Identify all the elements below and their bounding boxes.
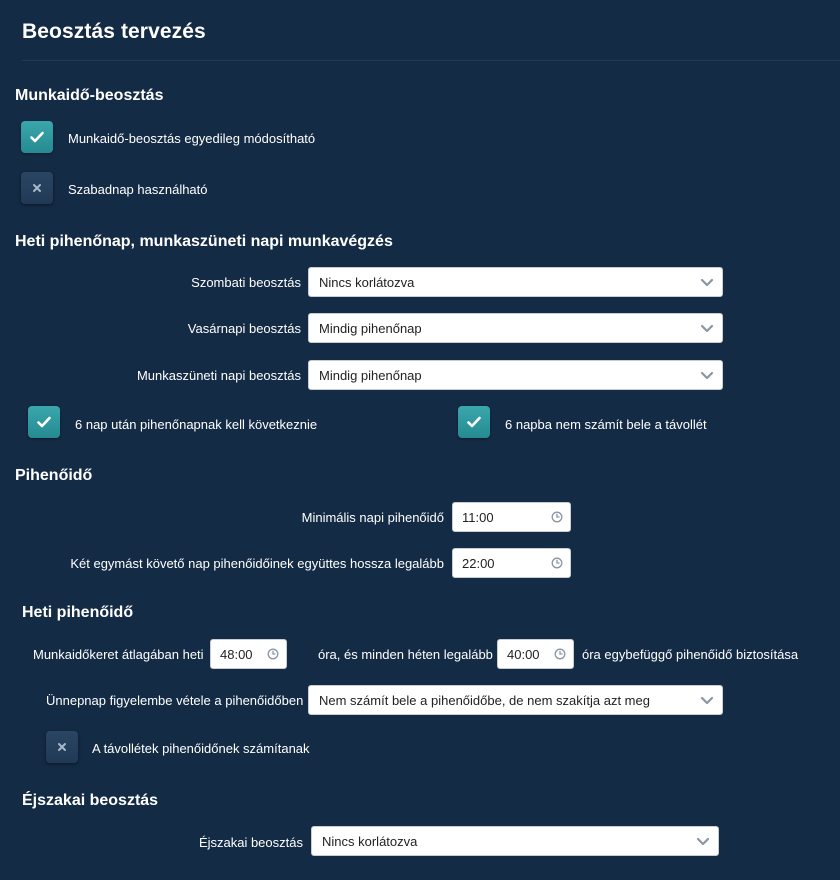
check-icon bbox=[467, 416, 481, 428]
holiday-schedule-select[interactable] bbox=[308, 360, 723, 390]
sunday-schedule-value: Mindig pihenőnap bbox=[319, 320, 422, 336]
after-six-days-label: 6 nap után pihenőnapnak kell következnie bbox=[75, 417, 318, 432]
clock-icon bbox=[551, 511, 563, 523]
holiday-schedule-label: Munkaszüneti napi beosztás bbox=[136, 368, 301, 383]
chevron-down-icon bbox=[700, 324, 714, 333]
weekly-average-label: Munkaidőkeret átlagában heti bbox=[33, 647, 204, 662]
absence-not-counted-label: 6 napba nem számít bele a távollét bbox=[505, 417, 707, 432]
weekly-middle-label: óra, és minden héten legalább bbox=[318, 647, 493, 662]
chevron-down-icon bbox=[696, 837, 710, 846]
weekly-min-input[interactable] bbox=[497, 639, 574, 669]
absences-count-checkbox[interactable] bbox=[46, 731, 78, 763]
night-schedule-value: Nincs korlátozva bbox=[322, 833, 418, 849]
saturday-schedule-select[interactable] bbox=[308, 267, 723, 297]
two-days-rest-input[interactable] bbox=[452, 548, 571, 578]
weekly-min-value: 40:00 bbox=[507, 646, 540, 662]
sunday-schedule-label: Vasárnapi beosztás bbox=[187, 321, 301, 336]
min-daily-rest-input[interactable] bbox=[452, 502, 571, 532]
holiday-consideration-select[interactable] bbox=[308, 685, 723, 715]
night-schedule-label: Éjszakai beosztás bbox=[198, 835, 303, 850]
page-title: Beosztás tervezés bbox=[22, 20, 206, 43]
chevron-down-icon bbox=[700, 371, 714, 380]
section-title-weekly-rest: Heti pihenőnap, munkaszüneti napi munkavégzés bbox=[15, 233, 393, 250]
weekly-end-label: óra egybefüggő pihenőidő biztosítása bbox=[582, 647, 799, 662]
close-icon bbox=[32, 183, 42, 193]
sunday-schedule-select[interactable] bbox=[308, 313, 723, 343]
section-title-weekly-rest-time: Heti pihenőidő bbox=[22, 604, 134, 621]
day-off-usable-label: Szabadnap használható bbox=[68, 182, 208, 197]
individually-editable-label: Munkaidő-beosztás egyedileg módosítható bbox=[68, 131, 316, 146]
clock-icon bbox=[267, 648, 279, 660]
saturday-schedule-label: Szombati beosztás bbox=[191, 275, 301, 290]
individually-editable-checkbox[interactable] bbox=[21, 121, 53, 153]
title-divider bbox=[22, 60, 840, 61]
after-six-days-checkbox[interactable] bbox=[28, 406, 60, 438]
two-days-rest-value: 22:00 bbox=[462, 555, 495, 571]
min-daily-rest-value: 11:00 bbox=[462, 509, 494, 525]
check-icon bbox=[37, 416, 51, 428]
holiday-consideration-value: Nem számít bele a pihenőidőbe, de nem szakítja azt meg bbox=[319, 692, 650, 708]
chevron-down-icon bbox=[700, 278, 714, 287]
two-days-rest-label: Két egymást követő nap pihenőidőinek együttes hossza legalább bbox=[70, 556, 444, 571]
chevron-down-icon bbox=[700, 696, 714, 705]
section-title-night-schedule: Éjszakai beosztás bbox=[22, 792, 159, 809]
holiday-schedule-value: Mindig pihenőnap bbox=[319, 367, 422, 383]
weekly-average-value: 48:00 bbox=[220, 646, 253, 662]
close-icon bbox=[57, 742, 67, 752]
night-schedule-select[interactable] bbox=[311, 826, 719, 856]
clock-icon bbox=[551, 557, 563, 569]
section-title-rest-time: Pihenőidő bbox=[15, 467, 93, 484]
absence-not-counted-checkbox[interactable] bbox=[458, 406, 490, 438]
section-title-work-schedule: Munkaidő-beosztás bbox=[15, 87, 164, 104]
saturday-schedule-value: Nincs korlátozva bbox=[319, 274, 415, 290]
holiday-consideration-label: Ünnepnap figyelembe vétele a pihenőidőben bbox=[46, 693, 304, 708]
min-daily-rest-label: Minimális napi pihenőidő bbox=[301, 510, 444, 525]
weekly-average-input[interactable] bbox=[210, 639, 287, 669]
clock-icon bbox=[554, 648, 566, 660]
check-icon bbox=[30, 131, 44, 143]
day-off-usable-checkbox[interactable] bbox=[21, 172, 53, 204]
absences-count-label: A távollétek pihenőidőnek számítanak bbox=[92, 741, 310, 756]
